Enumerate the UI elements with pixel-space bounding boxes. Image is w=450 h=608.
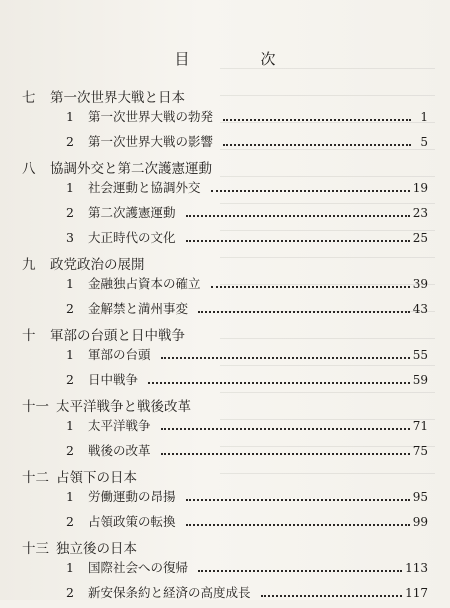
entry-title: 占領政策の転換 bbox=[88, 514, 176, 529]
chapter-heading bbox=[22, 157, 428, 178]
entry-number: 1 bbox=[66, 418, 74, 433]
entry-page-number: 113 bbox=[405, 561, 428, 575]
chapter-heading bbox=[22, 466, 428, 487]
entry-title: 第一次世界大戦の影響 bbox=[88, 134, 214, 149]
entry-title: 国際社会への復帰 bbox=[88, 560, 189, 575]
toc-entry[interactable] bbox=[22, 345, 428, 370]
entry-page-number: 117 bbox=[405, 586, 428, 600]
chapter-title: 第一次世界大戦と日本 bbox=[50, 90, 185, 106]
chapter-section bbox=[22, 466, 428, 537]
chapter-title: 協調外交と第二次護憲運動 bbox=[50, 161, 212, 177]
chapter-heading bbox=[22, 324, 428, 345]
entry-number: 2 bbox=[66, 443, 74, 458]
entry-title: 新安保条約と経済の高度成長 bbox=[88, 585, 251, 600]
chapter-section bbox=[22, 324, 428, 395]
entry-number: 2 bbox=[66, 372, 74, 387]
entry-page-number: 95 bbox=[412, 490, 428, 504]
chapter-number: 九 bbox=[22, 257, 36, 273]
entry-title: 日中戦争 bbox=[88, 372, 139, 387]
toc-entry[interactable] bbox=[22, 228, 428, 253]
chapter-heading bbox=[22, 537, 428, 558]
table-of-contents bbox=[22, 86, 428, 608]
chapter-number: 十二 bbox=[22, 470, 49, 486]
dot-leader bbox=[161, 357, 410, 359]
dot-leader bbox=[223, 119, 411, 121]
entry-title: 金解禁と満州事変 bbox=[88, 301, 189, 316]
dot-leader bbox=[198, 311, 410, 313]
dot-leader bbox=[161, 453, 410, 455]
entry-number: 2 bbox=[66, 585, 74, 600]
entry-number: 2 bbox=[66, 205, 74, 220]
entry-title: 第一次世界大戦の勃発 bbox=[88, 109, 214, 124]
toc-entry[interactable] bbox=[22, 512, 428, 537]
dot-leader bbox=[186, 499, 410, 501]
chapter-title: 政党政治の展開 bbox=[50, 257, 145, 273]
entry-number: 1 bbox=[66, 347, 74, 362]
entry-page-number: 75 bbox=[412, 444, 428, 458]
entry-page-number: 23 bbox=[412, 206, 428, 220]
dot-leader bbox=[186, 240, 410, 242]
chapter-section bbox=[22, 253, 428, 324]
toc-entry[interactable] bbox=[22, 203, 428, 228]
entry-number: 1 bbox=[66, 180, 74, 195]
chapter-heading bbox=[22, 86, 428, 107]
chapter-section bbox=[22, 86, 428, 157]
entry-number: 1 bbox=[66, 560, 74, 575]
chapter-title: 占領下の日本 bbox=[56, 470, 137, 486]
dot-leader bbox=[211, 286, 410, 288]
entry-number: 2 bbox=[66, 301, 74, 316]
dot-leader bbox=[186, 524, 410, 526]
entry-title: 第二次護憲運動 bbox=[88, 205, 176, 220]
dot-leader bbox=[186, 215, 410, 217]
entry-title: 金融独占資本の確立 bbox=[88, 276, 201, 291]
chapter-number: 七 bbox=[22, 90, 36, 106]
chapter-number: 八 bbox=[22, 161, 36, 177]
chapter-section bbox=[22, 537, 428, 608]
toc-entry[interactable] bbox=[22, 583, 428, 608]
entry-title: 社会運動と協調外交 bbox=[88, 180, 201, 195]
entry-number: 1 bbox=[66, 109, 74, 124]
entry-page-number: 39 bbox=[412, 277, 428, 291]
dot-leader bbox=[261, 595, 403, 597]
dot-leader bbox=[148, 382, 410, 384]
toc-entry[interactable] bbox=[22, 487, 428, 512]
entry-number: 3 bbox=[66, 230, 74, 245]
entry-page-number: 43 bbox=[412, 302, 428, 316]
chapter-number: 十 bbox=[22, 328, 36, 344]
toc-entry[interactable] bbox=[22, 370, 428, 395]
entry-title: 軍部の台頭 bbox=[88, 347, 151, 362]
chapter-number: 十一 bbox=[22, 399, 49, 415]
entry-number: 1 bbox=[66, 489, 74, 504]
chapter-section bbox=[22, 157, 428, 253]
chapter-section bbox=[22, 395, 428, 466]
entry-page-number: 5 bbox=[420, 135, 428, 149]
chapter-title: 軍部の台頭と日中戦争 bbox=[50, 328, 185, 344]
dot-leader bbox=[198, 570, 402, 572]
entry-number: 1 bbox=[66, 276, 74, 291]
entry-page-number: 1 bbox=[420, 110, 428, 124]
entry-page-number: 19 bbox=[412, 181, 428, 195]
toc-entry[interactable] bbox=[22, 274, 428, 299]
dot-leader bbox=[161, 428, 410, 430]
toc-entry[interactable] bbox=[22, 178, 428, 203]
toc-entry[interactable] bbox=[22, 107, 428, 132]
chapter-title: 独立後の日本 bbox=[56, 541, 137, 557]
chapter-number: 十三 bbox=[22, 541, 49, 557]
toc-entry[interactable] bbox=[22, 558, 428, 583]
entry-page-number: 59 bbox=[412, 373, 428, 387]
entry-title: 大正時代の文化 bbox=[88, 230, 176, 245]
entry-page-number: 25 bbox=[412, 231, 428, 245]
entry-page-number: 71 bbox=[412, 419, 428, 433]
entry-page-number: 55 bbox=[412, 348, 428, 362]
toc-entry[interactable] bbox=[22, 441, 428, 466]
chapter-heading bbox=[22, 253, 428, 274]
entry-number: 2 bbox=[66, 134, 74, 149]
toc-title: 目 次 bbox=[174, 50, 304, 68]
toc-entry[interactable] bbox=[22, 416, 428, 441]
entry-page-number: 99 bbox=[412, 515, 428, 529]
toc-entry[interactable] bbox=[22, 132, 428, 157]
entry-number: 2 bbox=[66, 514, 74, 529]
chapter-title: 太平洋戦争と戦後改革 bbox=[56, 399, 191, 415]
chapter-heading bbox=[22, 395, 428, 416]
toc-entry[interactable] bbox=[22, 299, 428, 324]
dot-leader bbox=[211, 190, 410, 192]
entry-title: 太平洋戦争 bbox=[88, 418, 151, 433]
dot-leader bbox=[223, 144, 411, 146]
entry-title: 戦後の改革 bbox=[88, 443, 151, 458]
entry-title: 労働運動の昂揚 bbox=[88, 489, 176, 504]
